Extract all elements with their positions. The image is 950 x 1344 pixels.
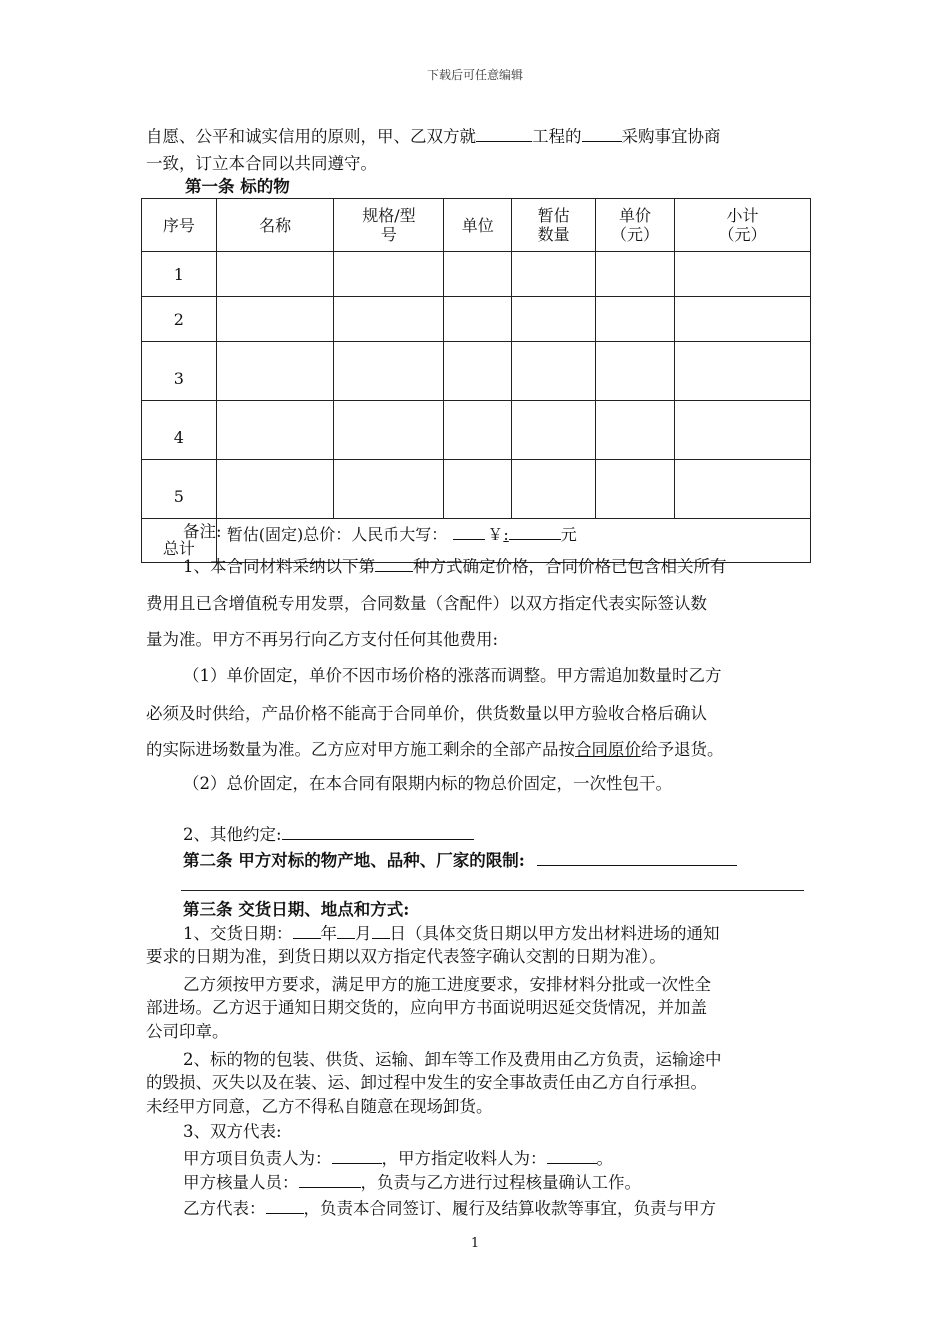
col-header-no: 序号 (142, 199, 217, 252)
table-row (142, 401, 811, 460)
article-2-title: 第二条 甲方对标的物产地、品种、厂家的限制: (183, 851, 525, 870)
total-unit: 元 (560, 525, 577, 544)
delivery-para-2-line-1: 乙方须按甲方要求，满足甲方的施工进度要求，安排材料分批或一次性全 (183, 975, 711, 994)
total-words-blank[interactable] (453, 524, 485, 540)
note-1-text-b: 种方式确定价格，合同价格已包含相关所有 (413, 557, 727, 576)
representatives-label: 3、双方代表: (183, 1122, 282, 1141)
table-row (142, 460, 811, 519)
total-amount-blank[interactable] (509, 524, 561, 540)
intro-line-1 (146, 126, 721, 147)
other-agreement-label: 2、其他约定: (183, 825, 282, 844)
cell-subtotal[interactable] (675, 342, 811, 401)
total-colon: : (503, 525, 509, 544)
cell-name[interactable] (216, 460, 334, 519)
method-blank[interactable] (375, 556, 413, 572)
cell-unit[interactable] (444, 342, 512, 401)
option-1-line-3 (146, 740, 724, 760)
cell-name[interactable] (216, 401, 334, 460)
cell-price[interactable] (596, 342, 675, 401)
total-text: 暂估(固定)总价：人民币大写： (226, 525, 448, 544)
packaging-line-3: 未经甲方同意，乙方不得私自随意在现场卸货。 (146, 1097, 493, 1116)
cell-price[interactable] (596, 297, 675, 342)
cell-subtotal[interactable] (675, 460, 811, 519)
article-2-line (183, 850, 737, 871)
party-a-checker-blank[interactable] (299, 1172, 361, 1188)
cell-name[interactable] (216, 252, 334, 297)
notes-label: 备注: (183, 522, 222, 541)
cell-subtotal[interactable] (675, 297, 811, 342)
party-a-manager-label: 甲方项目负责人为： (183, 1149, 332, 1168)
page-number: 1 (470, 1236, 480, 1251)
cell-name[interactable] (216, 342, 334, 401)
col-header-name: 名称 (216, 199, 334, 252)
delivery-para-2-line-2: 部进场。乙方迟于通知日期交货的，应向甲方书面说明迟延交货情况，并加盖 (146, 998, 707, 1017)
cell-spec[interactable] (334, 460, 444, 519)
party-b-rep-blank[interactable] (266, 1198, 304, 1214)
cell-spec[interactable] (334, 401, 444, 460)
goods-table (141, 198, 811, 563)
project-blank[interactable] (476, 126, 532, 142)
table-row (142, 342, 811, 401)
option-2-line: （2）总价固定，在本合同有限期内标的物总价固定，一次性包干。 (183, 774, 672, 793)
party-b-rep-label: 乙方代表： (183, 1199, 266, 1218)
packaging-line-1: 2、标的物的包装、供货、运输、卸车等工作及费用由乙方负责，运输途中 (183, 1050, 722, 1069)
total-label: 总计 (142, 519, 217, 563)
table-row (142, 252, 811, 297)
day-text: 日（具体交货日期以甲方发出材料进场的通知 (389, 924, 720, 943)
intro-text-b: 工程的 (532, 127, 582, 146)
cell-qty[interactable] (512, 401, 596, 460)
party-b-rep-duty: ，负责本合同签订、履行及结算收款等事宜，负责与甲方 (303, 1199, 716, 1218)
day-blank[interactable] (372, 923, 390, 939)
yuan-symbol: ￥ (487, 525, 504, 544)
cell-unit[interactable] (444, 252, 512, 297)
year-label: 年 (320, 924, 337, 943)
note-1-line-1 (183, 556, 727, 577)
month-label: 月 (355, 924, 372, 943)
other-agreement-line (183, 824, 474, 845)
cell-spec[interactable] (334, 342, 444, 401)
other-agreement-blank[interactable] (282, 824, 474, 840)
cell-spec[interactable] (334, 297, 444, 342)
delivery-date-line (183, 923, 720, 944)
delivery-date-label: 1、交货日期： (183, 924, 293, 943)
row-number: 4 (142, 401, 217, 460)
year-blank[interactable] (293, 923, 321, 939)
cell-subtotal[interactable] (675, 252, 811, 297)
cell-unit[interactable] (444, 297, 512, 342)
material-blank[interactable] (582, 126, 622, 142)
cell-price[interactable] (596, 401, 675, 460)
intro-text-a: 自愿、公平和诚实信用的原则，甲、乙双方就 (146, 127, 476, 146)
party-a-checker-label: 甲方核量人员： (183, 1173, 299, 1192)
row-number: 1 (142, 252, 217, 297)
packaging-line-2: 的毁损、灭失以及在装、运、卸过程中发生的安全事故责任由乙方自行承担。 (146, 1073, 707, 1092)
party-a-receiver-blank[interactable] (547, 1148, 597, 1164)
cell-subtotal[interactable] (675, 401, 811, 460)
party-b-rep-line (183, 1198, 716, 1219)
cell-spec[interactable] (334, 252, 444, 297)
delivery-para-2-line-3: 公司印章。 (146, 1022, 229, 1041)
cell-unit[interactable] (444, 401, 512, 460)
page-header: 下载后可任意编辑 (426, 68, 523, 82)
table-row (142, 297, 811, 342)
row-number: 3 (142, 342, 217, 401)
restriction-blank[interactable] (537, 850, 737, 866)
party-a-checker-line (183, 1172, 641, 1193)
intro-line-2: 一致，订立本合同以共同遵守。 (146, 154, 377, 173)
col-header-subtotal: 小计（元） (675, 199, 811, 252)
cell-qty[interactable] (512, 460, 596, 519)
cell-unit[interactable] (444, 460, 512, 519)
table-header-row (142, 199, 811, 252)
col-header-price: 单价（元） (596, 199, 675, 252)
period: 。 (596, 1149, 613, 1168)
delivery-date-line-2: 要求的日期为准，到货日期以双方指定代表签字确认交割的日期为准）。 (146, 947, 666, 966)
original-price-text: 合同原价 (575, 740, 641, 759)
cell-qty[interactable] (512, 342, 596, 401)
cell-qty[interactable] (512, 252, 596, 297)
party-a-manager-line (183, 1148, 613, 1169)
col-header-unit: 单位 (444, 199, 512, 252)
option-1-text-b: 给予退货。 (641, 740, 724, 759)
note-1-line-3: 量为准。甲方不再另行向乙方支付任何其他费用: (146, 630, 499, 649)
option-1-line-2: 必须及时供给，产品价格不能高于合同单价，供货数量以甲方验收合格后确认 (146, 704, 707, 723)
party-a-manager-blank[interactable] (332, 1148, 382, 1164)
note-1-line-2: 费用且已含增值税专用发票，合同数量（含配件）以双方指定代表实际签认数 (146, 594, 707, 613)
cell-price[interactable] (596, 252, 675, 297)
article-3-title: 第三条 交货日期、地点和方式: (183, 900, 410, 919)
col-header-spec: 规格/型号 (334, 199, 444, 252)
row-number: 2 (142, 297, 217, 342)
restriction-blank-line-2[interactable] (181, 890, 804, 891)
row-number: 5 (142, 460, 217, 519)
note-1-text-a: 1、本合同材料采纳以下第 (183, 557, 375, 576)
party-a-receiver-label: ，甲方指定收料人为： (381, 1149, 547, 1168)
cell-price[interactable] (596, 460, 675, 519)
party-a-checker-duty: ，负责与乙方进行过程核量确认工作。 (360, 1173, 641, 1192)
cell-qty[interactable] (512, 297, 596, 342)
month-blank[interactable] (337, 923, 355, 939)
col-header-qty: 暂估数量 (512, 199, 596, 252)
option-1-line-1: （1）单价固定，单价不因市场价格的涨落而调整。甲方需追加数量时乙方 (183, 666, 722, 685)
article-1-title: 第一条 标的物 (185, 177, 290, 196)
cell-name[interactable] (216, 297, 334, 342)
option-1-text-a: 的实际进场数量为准。乙方应对甲方施工剩余的全部产品按 (146, 740, 575, 759)
intro-text-c: 采购事宜协商 (621, 127, 721, 146)
